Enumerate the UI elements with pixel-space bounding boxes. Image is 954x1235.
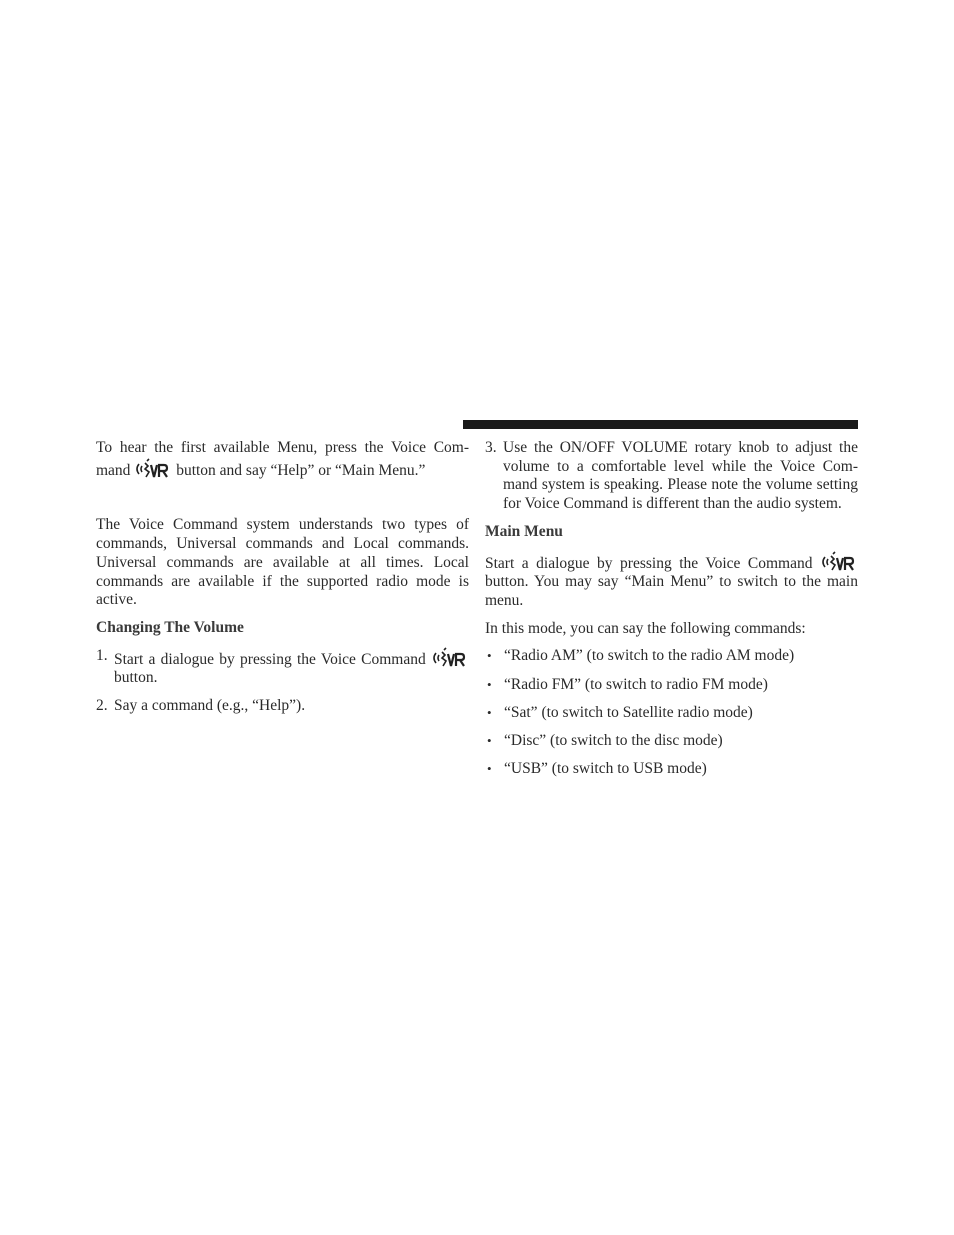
list-item: • “Sat” (to switch to Satellite radio mode) (487, 703, 753, 721)
step-3 (485, 439, 858, 514)
list-item: • “USB” (to switch to USB mode) (487, 760, 707, 778)
mode-intro: In this mode, you can say the following commands: (485, 619, 806, 637)
step-number: 2. (96, 697, 108, 715)
voice-command-icon (821, 551, 857, 573)
step-number: 3. (485, 439, 497, 456)
command-types-paragraph: The Voice Command system understands two types of commands, Universal commands and Local commands. Universal commands are available at all times. Local commands are available if the supported radio mode is active. (96, 516, 469, 609)
main-menu-paragraph: Start a dialogue by pressing the Voice Command button. You may say “Main Menu” to switch to the main menu. (485, 551, 858, 611)
intro-paragraph (96, 439, 469, 480)
bullet: • (487, 704, 492, 720)
step-text: Say a command (e.g., “Help”). (114, 697, 306, 715)
step-2 (96, 697, 469, 716)
step-text: Use the ON/OFF VOLUME rotary knob to adjust the volume to a comfortable level while the Voice Com- mand system is speaking. Please note the volume setting for Voice Command is different than the audio system. (503, 439, 858, 513)
left-column (96, 439, 469, 716)
bullet: • (487, 732, 492, 748)
section-rule (463, 420, 858, 429)
main-menu-heading: Main Menu (485, 522, 563, 540)
step-text: Start a dialogue by pressing the Voice Command button. (114, 647, 469, 688)
intro-text-end: button and say “Help” or “Main Menu.” (176, 461, 426, 479)
step-number: 1. (96, 646, 108, 664)
step-1 (96, 647, 469, 688)
bullet: • (487, 648, 492, 664)
intro-text-start: To hear the first available Menu, press the Voice Com- mand (96, 439, 469, 479)
list-item: • “Disc” (to switch to the disc mode) (487, 731, 723, 749)
voice-command-icon (135, 458, 171, 480)
bullet: • (487, 761, 492, 777)
bullet: • (487, 676, 492, 692)
list-item: • “Radio AM” (to switch to the radio AM mode) (487, 647, 795, 665)
voice-command-icon (432, 647, 468, 669)
list-item: • “Radio FM” (to switch to radio FM mode) (487, 675, 768, 693)
changing-volume-heading: Changing The Volume (96, 618, 244, 636)
right-column (485, 439, 858, 779)
command-list (485, 647, 858, 779)
